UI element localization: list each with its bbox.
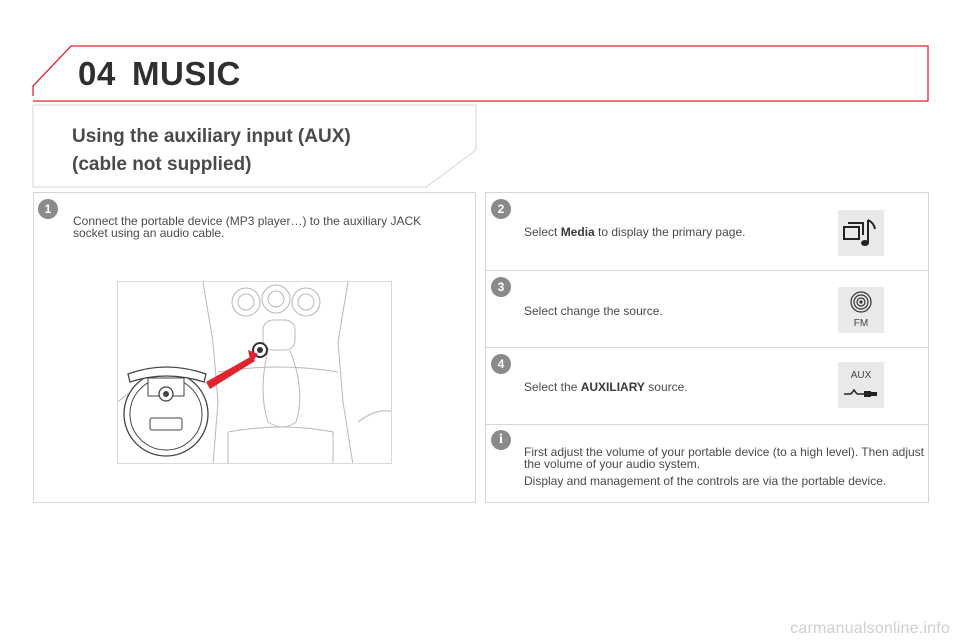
step-divider xyxy=(485,270,929,271)
step-1-badge: 1 xyxy=(38,199,58,219)
step-4-bold: AUXILIARY xyxy=(580,380,645,394)
aux-jack-icon xyxy=(838,362,884,408)
chapter-number: 04 xyxy=(78,55,116,92)
section-title-line2: (cable not supplied) xyxy=(72,154,252,175)
chapter-title: MUSIC xyxy=(132,55,241,92)
info-line2: Display and management of the controls are via the portable device. xyxy=(524,474,887,488)
fm-label: FM xyxy=(853,318,869,329)
info-line1: First adjust the volume of your portable device (to a high level). Then adjust the volume of your audio system. xyxy=(524,445,924,471)
step-divider xyxy=(485,424,929,425)
step-2-text-after: to display the primary page. xyxy=(594,225,746,239)
step-2-badge: 2 xyxy=(491,199,511,219)
step-4-text-after: source. xyxy=(644,380,688,394)
aux-socket-illustration xyxy=(117,281,392,464)
step-4-badge: 4 xyxy=(491,354,511,374)
section-title-line1: Using the auxiliary input (AUX) xyxy=(72,126,351,147)
step-4-text-before: Select the xyxy=(524,380,581,394)
media-icon xyxy=(838,210,884,256)
watermark: carmanualsonline.info xyxy=(790,620,950,637)
step-2-bold: Media xyxy=(560,225,595,239)
radio-source-icon xyxy=(838,287,884,333)
section-title xyxy=(72,123,351,179)
step-3-badge: 3 xyxy=(491,277,511,297)
step-3-text: Select change the source. xyxy=(524,304,663,318)
step-2-text xyxy=(524,226,824,238)
step-1-text: Connect the portable device (MP3 player…) to the auxiliary JACK socket using an audio cable. xyxy=(73,214,422,240)
step-4-text xyxy=(524,381,824,393)
step-2-text-before: Select xyxy=(524,225,561,239)
step-divider xyxy=(485,347,929,348)
aux-label: AUX xyxy=(850,370,872,381)
info-icon: i xyxy=(491,430,511,450)
